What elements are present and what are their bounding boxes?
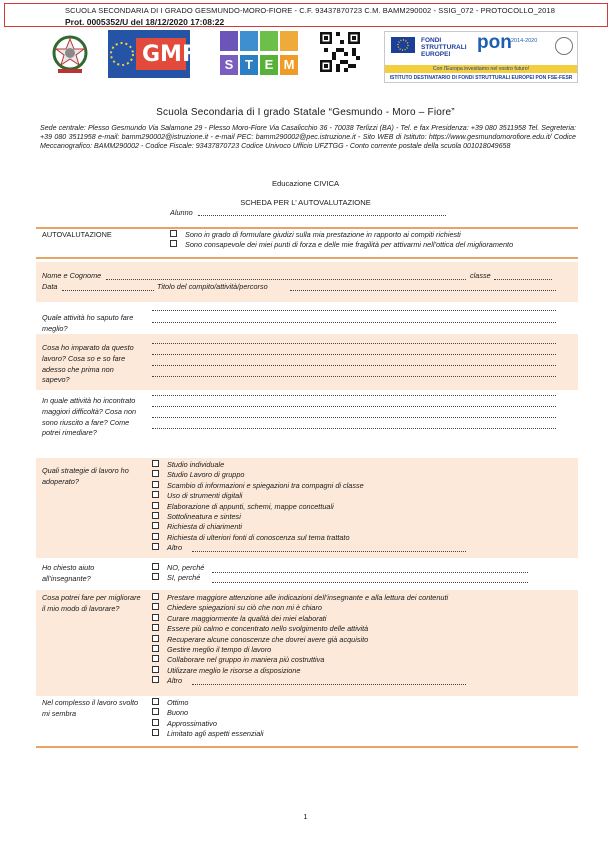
form-subject: Educazione CIVICA — [271, 179, 340, 188]
question-3: In quale attività ho incontrato maggiori difficoltà? Cosa non sono riuscito a fare? Come potrei rimediare? — [42, 396, 137, 438]
answer-line[interactable] — [152, 395, 556, 396]
checkbox-icon[interactable] — [152, 543, 159, 550]
checkbox-icon[interactable] — [170, 240, 177, 247]
answer-line[interactable] — [152, 343, 556, 344]
checkbox-option[interactable]: Richiesta di chiarimenti — [152, 522, 364, 532]
question-6: Cosa potrei fare per migliorare il mio modo di lavorare? — [42, 593, 141, 613]
page-number: 1 — [303, 812, 308, 821]
stamp-line-2: Prot. 0005352/U del 18/12/2020 17:08:22 — [65, 17, 225, 27]
checkbox-icon[interactable] — [152, 708, 159, 715]
checkbox-option[interactable]: Recuperare alcune conoscenze che dovrei avere già acquisito — [152, 635, 448, 645]
pon-bottom-text: ISTITUTO DESTINATARIO DI FONDI STRUTTURALI EUROPEI PON FSE-FESR — [389, 75, 573, 81]
checkbox-icon[interactable] — [152, 624, 159, 631]
help-options — [152, 563, 204, 584]
checkbox-icon[interactable] — [152, 729, 159, 736]
answer-line[interactable] — [152, 428, 556, 429]
classe-label: classe — [470, 271, 491, 280]
form-title: SCHEDA PER L’ AUTOVALUTAZIONE — [240, 198, 371, 207]
checkbox-option[interactable]: Buono — [152, 708, 264, 718]
titolo-field[interactable] — [290, 290, 556, 291]
stem-letter-t: T — [240, 55, 258, 75]
checkbox-option[interactable]: Curare maggiormente la qualità dei miei elaborati — [152, 614, 448, 624]
checkbox-icon[interactable] — [152, 460, 159, 467]
answer-line[interactable] — [152, 354, 556, 355]
question-7: Nel complesso il lavoro svolto mi sembra — [42, 698, 139, 718]
overall-options — [152, 698, 264, 740]
checkbox-icon[interactable] — [152, 666, 159, 673]
alunno-field[interactable] — [198, 215, 446, 216]
checkbox-option[interactable]: NO, perché — [152, 563, 204, 573]
school-address: Sede centrale: Plesso Gesmundo Via Salamone 29 - Plesso Moro-Fiore Via Casalicchio 36 - 70038 Terlizzi (BA) - Tel. e fax Presidenza: +39 080 3511958 Tel. Segreteria: +39 080 3511958 e-mail: bamm290002@istruzione.it - e-mail PEC: bamm290002@pec.istruzione.it - Sito WEB di Istituto: https://www.gesmundomorofiore.edu.it/ Codice Meccanografico: BAMM290002 - Codice Fiscale: 93437870723 Codice Univoco Ufficio UFZTGG - Conto corrente postale della scuola 001018049658 — [40, 124, 576, 151]
checkbox-icon[interactable] — [152, 563, 159, 570]
checkbox-option[interactable]: Utilizzare meglio le risorse a disposizione — [152, 666, 448, 676]
qr-code — [320, 32, 360, 72]
checkbox-option[interactable]: Essere più calmo e concentrato nello svolgimento delle attività — [152, 624, 448, 634]
pon-banner — [384, 31, 578, 83]
pon-fondi-text: FONDI STRUTTURALI EUROPEI — [421, 37, 467, 58]
stamp-line-1: SCUOLA SECONDARIA DI I GRADO GESMUNDO-MORO-FIORE - C.F. 93437870723 C.M. BAMM290002 - SSIG_072 - PROTOCOLLO_2018 — [65, 6, 555, 15]
data-label: Data — [42, 282, 58, 291]
checkbox-icon[interactable] — [152, 719, 159, 726]
separator-line — [36, 227, 578, 229]
checkbox-option[interactable]: Ottimo — [152, 698, 264, 708]
checkbox-option[interactable]: Chiedere spiegazioni su ciò che non mi è chiaro — [152, 603, 448, 613]
protocol-stamp — [4, 3, 608, 27]
checkbox-option[interactable]: Studio Lavoro di gruppo — [152, 470, 364, 480]
checkbox-icon[interactable] — [152, 698, 159, 705]
gmf-logo-text: GMF — [142, 42, 197, 67]
titolo-label: Titolo del compito/attività/percorso — [157, 282, 268, 291]
checkbox-option[interactable]: Approssimativo — [152, 719, 264, 729]
stem-logo — [220, 31, 298, 77]
checkbox-icon[interactable] — [152, 635, 159, 642]
separator-line — [36, 257, 578, 259]
checkbox-option[interactable]: Gestire meglio il tempo di lavoro — [152, 645, 448, 655]
answer-line[interactable] — [152, 376, 556, 377]
question-1: Quale attività ho saputo fare meglio? — [42, 313, 134, 333]
altro-field[interactable] — [192, 551, 466, 552]
pon-years: 2014-2020 — [511, 38, 538, 44]
answer-line[interactable] — [152, 365, 556, 366]
checkbox-icon[interactable] — [152, 645, 159, 652]
checkbox-icon[interactable] — [152, 573, 159, 580]
answer-line[interactable] — [152, 322, 556, 323]
autovalutazione-label: AUTOVALUTAZIONE — [42, 230, 112, 239]
ministry-emblem-icon — [555, 37, 573, 55]
separator-line — [36, 746, 578, 748]
checkbox-option[interactable]: SI, perché — [152, 573, 204, 583]
data-field[interactable] — [62, 290, 154, 291]
improve-options — [152, 593, 448, 687]
checkbox-icon[interactable] — [170, 230, 177, 237]
pon-logo-text: pon — [477, 32, 512, 53]
question-5: Ho chiesto aiuto all’insegnante? — [42, 563, 95, 583]
checkbox-option[interactable]: Altro — [152, 543, 364, 553]
si-perche-field[interactable] — [212, 582, 528, 583]
checkbox-icon[interactable] — [152, 502, 159, 509]
classe-field[interactable] — [494, 279, 552, 280]
nome-cognome-field[interactable] — [106, 279, 466, 280]
checkbox-option[interactable]: Altro — [152, 676, 448, 686]
school-name: Scuola Secondaria di I grado Statale “Gesmundo - Moro – Fiore” — [156, 107, 455, 118]
answer-line[interactable] — [152, 417, 556, 418]
checkbox-option[interactable]: Prestare maggiore attenzione alle indicazioni dell’insegnante e alla lettura dei contenuti — [152, 593, 448, 603]
eu-flag-icon — [391, 37, 415, 53]
italian-republic-emblem — [50, 31, 90, 75]
pon-tagline: Con l'Europa investiamo nel vostro futuro! — [385, 65, 577, 73]
strategies-options — [152, 460, 364, 554]
altro-field[interactable] — [192, 684, 466, 685]
checkbox-icon[interactable] — [152, 676, 159, 683]
student-info-band — [36, 262, 578, 302]
checkbox-icon[interactable] — [152, 533, 159, 540]
question-4: Quali strategie di lavoro ho adoperato? — [42, 466, 129, 486]
answer-line[interactable] — [152, 406, 556, 407]
checkbox-option[interactable]: Elaborazione di appunti, schemi, mappe concettuali — [152, 502, 364, 512]
checkbox-option[interactable]: Sottolineatura e sintesi — [152, 512, 364, 522]
checkbox-option[interactable]: Limitato agli aspetti essenziali — [152, 729, 264, 739]
checkbox-icon[interactable] — [152, 512, 159, 519]
nome-cognome-label: Nome e Cognome — [42, 271, 102, 280]
stem-letter-m: M — [280, 55, 298, 75]
question-2: Cosa ho imparato da questo lavoro? Cosa so e so fare adesso che prima non sapevo? — [42, 343, 134, 385]
checkbox-option[interactable]: Scambio di informazioni e spiegazioni tra compagni di classe — [152, 481, 364, 491]
answer-line[interactable] — [152, 310, 556, 311]
checkbox-icon[interactable] — [152, 655, 159, 662]
stem-letter-e: E — [260, 55, 278, 75]
checkbox-icon[interactable] — [152, 470, 159, 477]
gmf-logo — [108, 30, 197, 78]
checkbox-option[interactable]: Studio individuale — [152, 460, 364, 470]
stem-letter-s: S — [220, 55, 238, 75]
checkbox-icon[interactable] — [152, 593, 159, 600]
checkbox-icon[interactable] — [152, 522, 159, 529]
checkbox-option[interactable]: Richiesta di ulteriori fonti di conoscenza sul tema trattato — [152, 533, 364, 543]
alunno-label: Alunno — [170, 208, 193, 217]
checkbox-icon[interactable] — [152, 481, 159, 488]
checkbox-icon[interactable] — [152, 491, 159, 498]
checkbox-option[interactable]: Uso di strumenti digitali — [152, 491, 364, 501]
checkbox-option[interactable]: Sono in grado di formulare giudizi sulla mia prestazione in rapporto ai compiti richiesti — [170, 230, 513, 240]
no-perche-field[interactable] — [212, 572, 528, 573]
autovalutazione-options — [170, 230, 513, 251]
checkbox-option[interactable]: Sono consapevole dei miei punti di forza e delle mie fragilità per attivarmi nell’ottica del miglioramento — [170, 240, 513, 250]
checkbox-icon[interactable] — [152, 614, 159, 621]
checkbox-icon[interactable] — [152, 603, 159, 610]
checkbox-option[interactable]: Collaborare nel gruppo in maniera più costruttiva — [152, 655, 448, 665]
